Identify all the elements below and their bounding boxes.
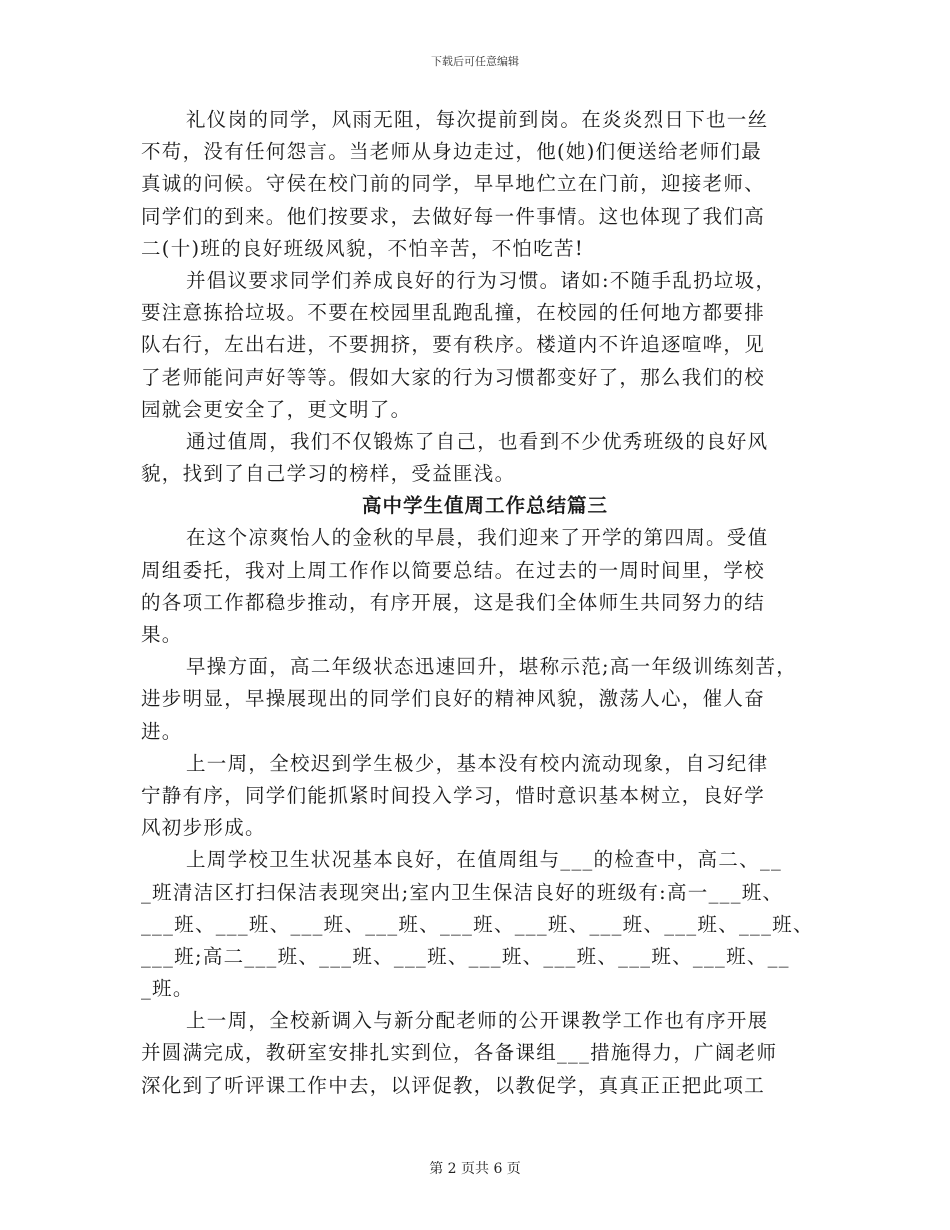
paragraph-line: 上周学校卫生状况基本良好，在值周组与___的检查中，高二、__ xyxy=(186,848,783,872)
paragraph-line: 貌，找到了自己学习的榜样，受益匪浅。 xyxy=(141,462,516,486)
paragraph xyxy=(141,844,819,1005)
document-body xyxy=(141,104,819,1102)
paragraph-line: ___班;高二___班、___班、___班、___班、___班、___班、___班、__ xyxy=(141,944,790,968)
paragraph-line: 周组委托，我对上周工作作以简要总结。在过去的一周时间里，学校 xyxy=(141,558,766,582)
paragraph xyxy=(141,748,819,845)
paragraph-line: 要注意拣拾垃圾。不要在校园里乱跑乱撞，在校园的任何地方都要排 xyxy=(141,301,766,325)
section-title: 高中学生值周工作总结篇三 xyxy=(361,494,608,518)
paragraphs-before xyxy=(141,104,819,490)
paragraph-line: 的各项工作都稳步推动，有序开展，这是我们全体师生共同努力的结 xyxy=(141,590,766,614)
paragraph-line: 队右行，左出右进，不要拥挤，要有秩序。楼道内不许追逐喧哗，见 xyxy=(141,333,766,357)
paragraph xyxy=(141,426,819,490)
paragraph-line: 并倡议要求同学们养成良好的行为习惯。诸如:不随手乱扔垃圾， xyxy=(186,268,777,292)
paragraph-line: _班。 xyxy=(141,977,194,1001)
paragraph-line: 了老师能问声好等等。假如大家的行为习惯都变好了，那么我们的校 xyxy=(141,365,766,389)
page-header: 下载后可任意编辑 xyxy=(431,55,519,68)
paragraph-line: 园就会更安全了，更文明了。 xyxy=(141,397,412,421)
paragraph-line: ___班、___班、___班、___班、___班、___班、___班、___班、___班、 xyxy=(141,912,814,936)
paragraph-line: 在这个凉爽怡人的金秋的早晨，我们迎来了开学的第四周。受值 xyxy=(186,526,769,550)
paragraph-line: 二(十)班的良好班级风貌，不怕辛苦，不怕吃苦! xyxy=(141,236,584,260)
paragraph xyxy=(141,651,819,748)
paragraph-line: 同学们的到来。他们按要求，去做好每一件事情。这也体现了我们高 xyxy=(141,204,766,228)
paragraph-line: 风初步形成。 xyxy=(141,816,266,840)
paragraph xyxy=(141,1005,819,1102)
paragraph-line: 进。 xyxy=(141,719,183,743)
paragraph-line: 上一周，全校迟到学生极少，基本没有校内流动现象，自习纪律 xyxy=(186,751,769,775)
page-footer: 第 2 页共 6 页 xyxy=(429,1161,521,1177)
paragraph-line: 真诚的问候。守侯在校门前的同学，早早地伫立在门前，迎接老师、 xyxy=(141,172,766,196)
paragraph-line: 不苟，没有任何怨言。当老师从身边走过，他(她)们便送给老师们最 xyxy=(141,140,763,164)
paragraph-line: 上一周，全校新调入与新分配老师的公开课教学工作也有序开展 xyxy=(186,1009,769,1033)
paragraph-line: 早操方面，高二年级状态迅速回升，堪称示范;高一年级训练刻苦， xyxy=(186,655,798,679)
paragraph-line: 礼仪岗的同学，风雨无阻，每次提前到岗。在炎炎烈日下也一丝 xyxy=(186,108,769,131)
paragraph-line: 通过值周，我们不仅锻炼了自己，也看到不少优秀班级的良好风 xyxy=(186,429,769,453)
paragraph-line: 果。 xyxy=(141,623,183,647)
paragraph xyxy=(141,104,819,265)
paragraph-line: 并圆满完成，教研室安排扎实到位，各备课组___措施得力，广阔老师 xyxy=(141,1041,778,1065)
paragraph xyxy=(141,522,819,651)
paragraph-line: 进步明显，早操展现出的同学们良好的精神风貌，激荡人心，催人奋 xyxy=(141,687,766,711)
paragraph xyxy=(141,265,819,426)
paragraphs-after xyxy=(141,522,819,1101)
paragraph-line: 宁静有序，同学们能抓紧时间投入学习，惜时意识基本树立，良好学 xyxy=(141,783,766,807)
paragraph-line: 深化到了听评课工作中去，以评促教，以教促学，真真正正把此项工 xyxy=(141,1073,766,1097)
paragraph-line: _班清洁区打扫保洁表现突出;室内卫生保洁良好的班级有:高一___班、 xyxy=(141,880,784,904)
